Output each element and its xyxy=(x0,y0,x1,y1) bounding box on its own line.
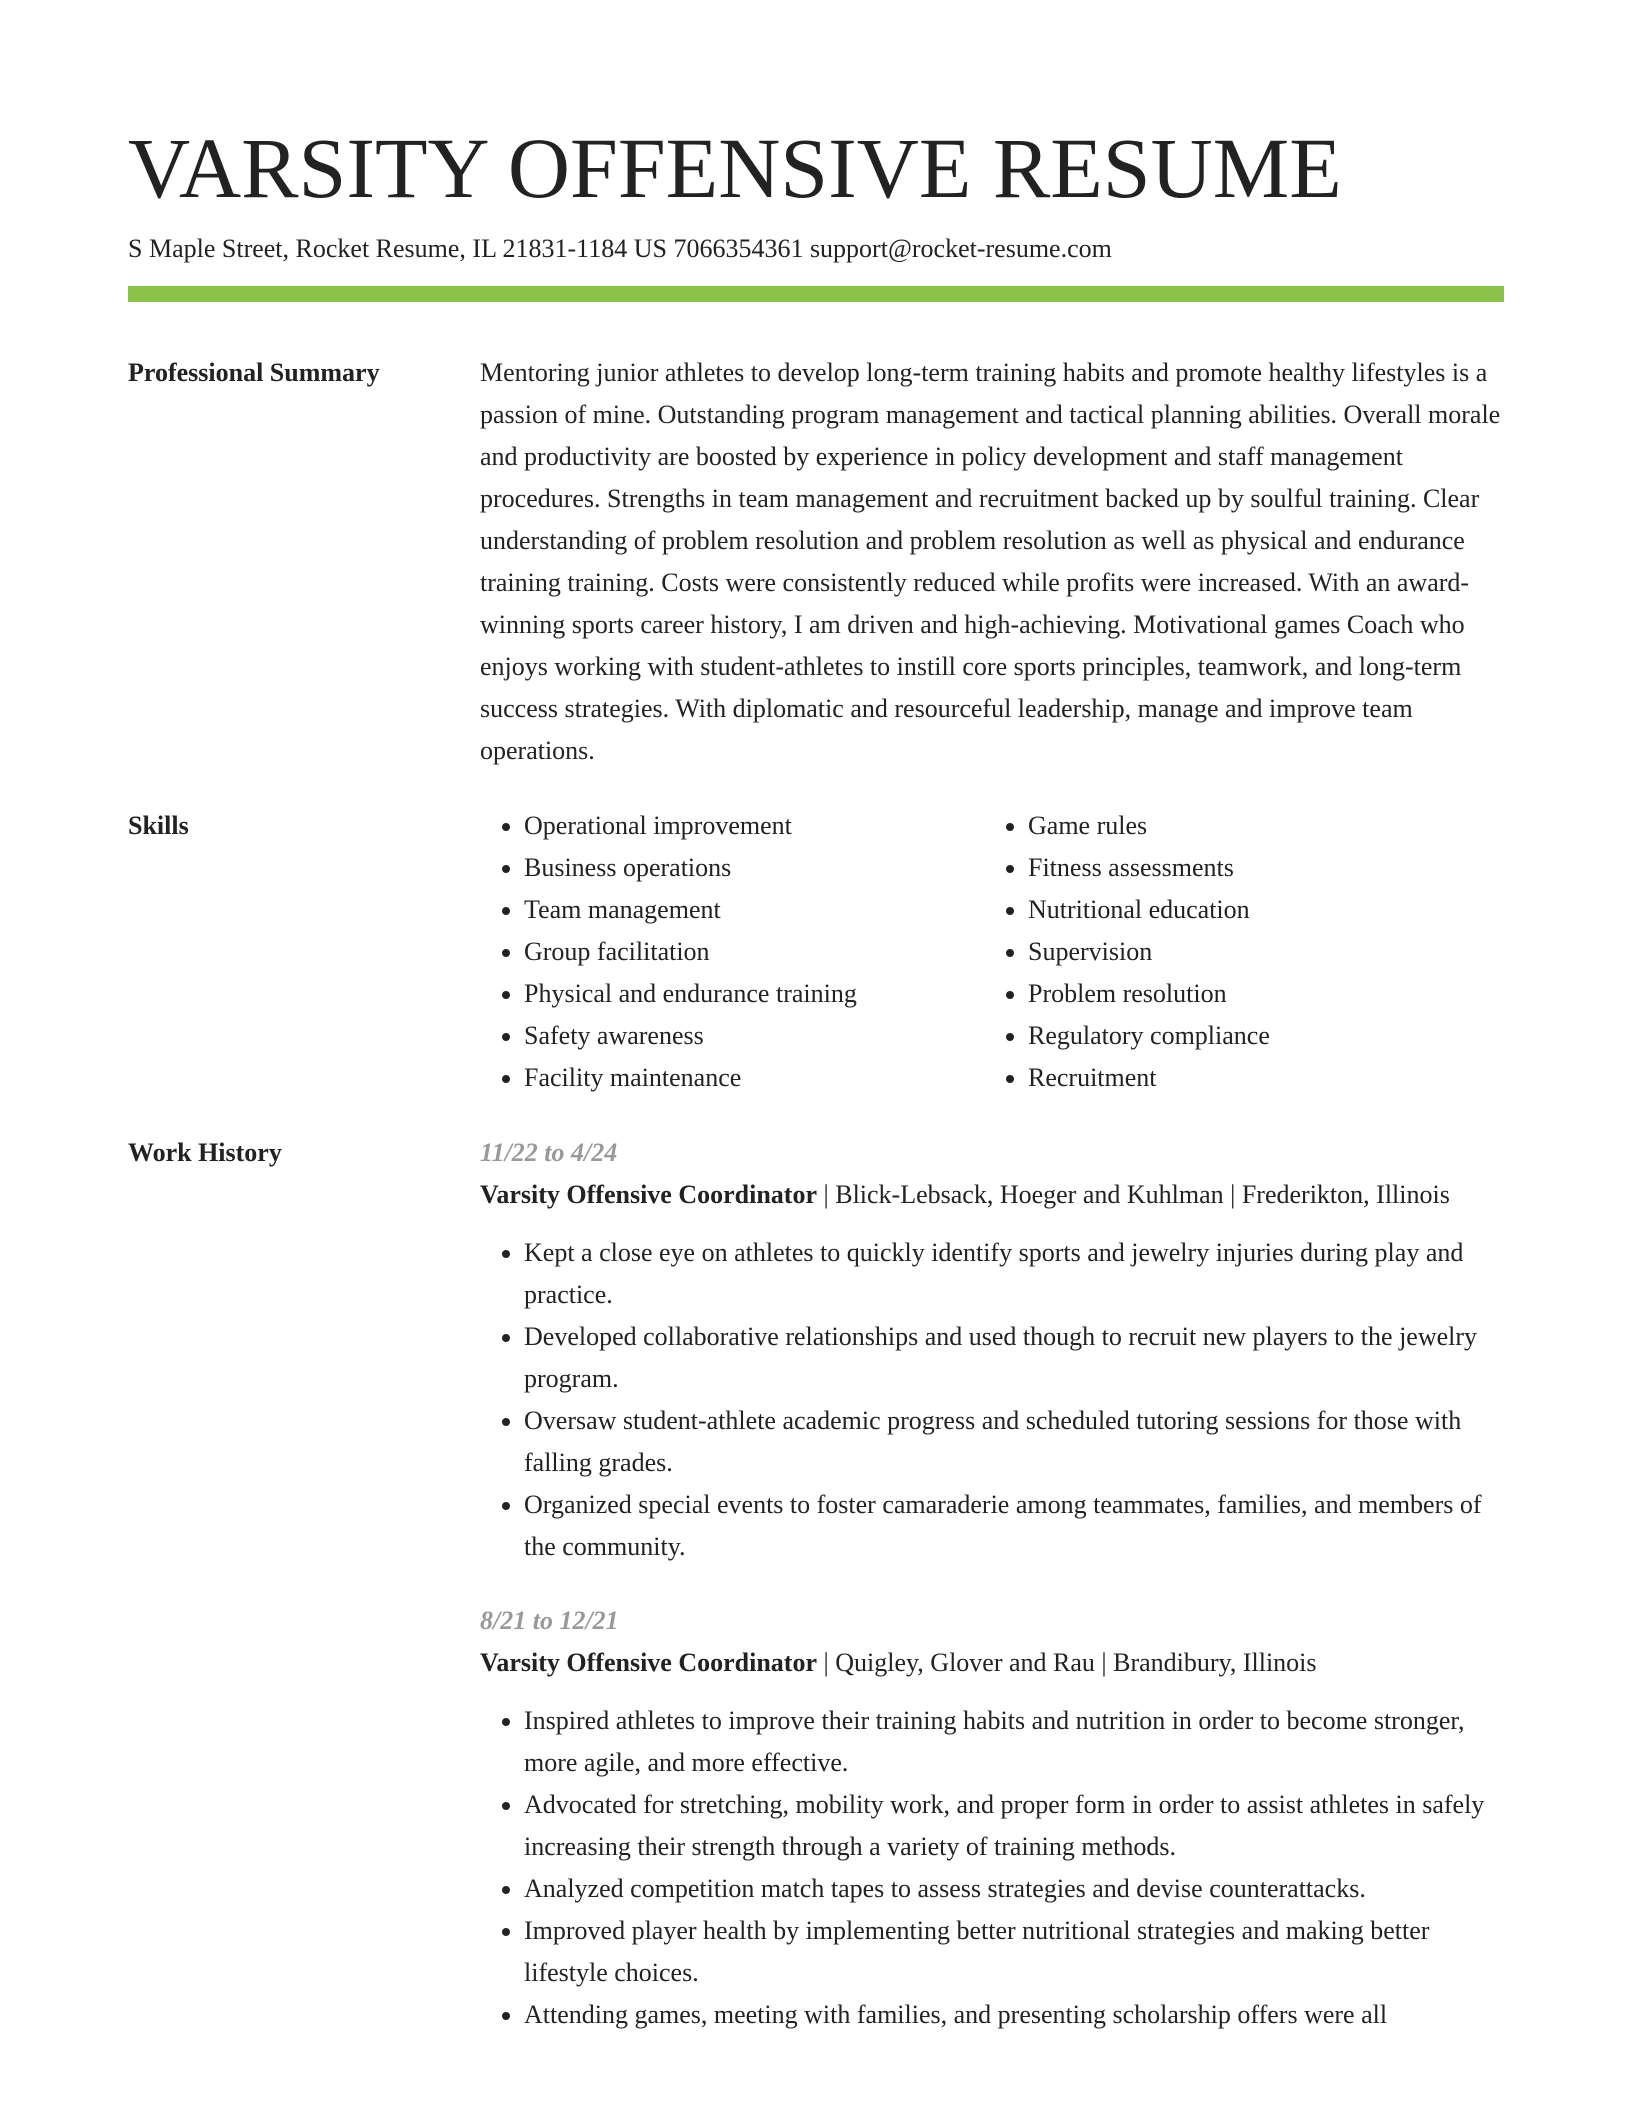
job-bullet: • Attending games, meeting with families, and presenting scholarship offers were all xyxy=(524,1994,1504,2036)
skill-item: • Nutritional education xyxy=(1028,889,1488,931)
job-bullet: • Analyzed competition match tapes to assess strategies and devise counterattacks. xyxy=(524,1868,1504,1910)
job-bullet: • Improved player health by implementing better nutritional strategies and making better lifestyle choices. xyxy=(524,1910,1504,1994)
job-bullets xyxy=(480,1232,1504,1568)
job-bullet: • Organized special events to foster camaraderie among teammates, families, and members of the community. xyxy=(524,1484,1504,1568)
job-bullet: • Oversaw student-athlete academic progress and scheduled tutoring sessions for those with falling grades. xyxy=(524,1400,1504,1484)
job-title: Varsity Offensive Coordinator xyxy=(480,1648,818,1677)
skills-section xyxy=(128,805,1504,1099)
job-dates: 11/22 to 4/24 xyxy=(480,1138,618,1167)
skill-item: • Supervision xyxy=(1028,931,1488,973)
job-employer-location: | Blick-Lebsack, Hoeger and Kuhlman | Frederikton, Illinois xyxy=(817,1180,1450,1209)
job-employer-location: | Quigley, Glover and Rau | Brandibury, Illinois xyxy=(817,1648,1317,1677)
summary-text: Mentoring junior athletes to develop long-term training habits and promote healthy lifestyles is a passion of mine. Outstanding program management and tactical planning abilities. Overall morale and productivity are boosted by experience in policy development and staff management procedures. Strengths in team management and recruitment backed up by soulful training. Clear understanding of problem resolution and problem resolution as well as physical and endurance training training. Costs were consistently reduced while profits were increased. With an award-winning sports career history, I am driven and high-achieving. Motivational games Coach who enjoys working with student-athletes to instill core sports principles, teamwork, and long-term success strategies. With diplomatic and resourceful leadership, manage and improve team operations. xyxy=(480,358,1501,765)
skill-item: • Facility maintenance xyxy=(524,1057,984,1099)
skill-item: • Fitness assessments xyxy=(1028,847,1488,889)
professional-summary-section xyxy=(128,352,1504,772)
skills-lists xyxy=(480,805,1504,1099)
job-title-line xyxy=(480,1174,1504,1216)
section-label-skills: Skills xyxy=(128,811,189,840)
job-entry xyxy=(480,1132,1504,1568)
skill-item: • Regulatory compliance xyxy=(1028,1015,1488,1057)
job-entry xyxy=(480,1600,1504,2036)
work-history-section xyxy=(128,1132,1504,2036)
skill-item: • Operational improvement xyxy=(524,805,984,847)
job-bullet: • Inspired athletes to improve their training habits and nutrition in order to become stronger, more agile, and more effective. xyxy=(524,1700,1504,1784)
skill-item: • Problem resolution xyxy=(1028,973,1488,1015)
header-divider xyxy=(128,286,1504,302)
skills-list-right xyxy=(984,805,1488,1099)
job-title-line xyxy=(480,1642,1504,1684)
skill-item: • Group facilitation xyxy=(524,931,984,973)
job-title: Varsity Offensive Coordinator xyxy=(480,1180,818,1209)
contact-line: S Maple Street, Rocket Resume, IL 21831-1184 US 7066354361 support@rocket-resume.com xyxy=(128,234,1112,263)
skill-item: • Safety awareness xyxy=(524,1015,984,1057)
skill-item: • Recruitment xyxy=(1028,1057,1488,1099)
skill-item: • Game rules xyxy=(1028,805,1488,847)
job-bullet: • Developed collaborative relationships and used though to recruit new players to the jewelry program. xyxy=(524,1316,1504,1400)
work-history-list xyxy=(480,1132,1504,2036)
job-dates: 8/21 to 12/21 xyxy=(480,1606,619,1635)
job-bullet: • Kept a close eye on athletes to quickly identify sports and jewelry injuries during play and practice. xyxy=(524,1232,1504,1316)
skills-list-left xyxy=(480,805,984,1099)
skill-item: • Team management xyxy=(524,889,984,931)
skill-item: • Business operations xyxy=(524,847,984,889)
resume-page xyxy=(128,0,1504,2036)
section-label-work-history: Work History xyxy=(128,1138,282,1167)
resume-name: VARSITY OFFENSIVE RESUME xyxy=(128,120,1342,216)
skill-item: • Physical and endurance training xyxy=(524,973,984,1015)
job-bullets xyxy=(480,1700,1504,2036)
section-label-summary: Professional Summary xyxy=(128,358,380,387)
job-bullet: • Advocated for stretching, mobility work, and proper form in order to assist athletes in safely increasing their strength through a variety of training methods. xyxy=(524,1784,1504,1868)
